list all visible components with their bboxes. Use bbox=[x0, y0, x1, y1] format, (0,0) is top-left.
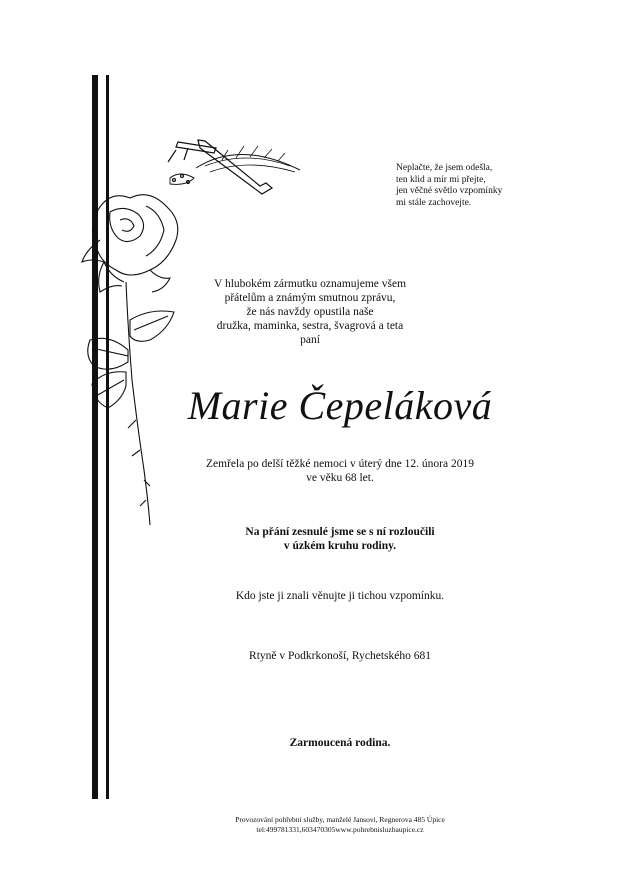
family-address: Rtyně v Podkrkonoší, Rychetského 681 bbox=[249, 650, 431, 662]
cross-with-palm-icon bbox=[168, 140, 300, 194]
farewell-wish bbox=[190, 525, 490, 553]
intro-line: paní bbox=[300, 334, 320, 346]
rose-illustration bbox=[82, 195, 178, 525]
poem-line: jen věčné světlo vzpomínky bbox=[396, 186, 503, 196]
wish-line: Na přání zesnulé jsme se s ní rozloučili bbox=[245, 526, 435, 538]
announcement-intro bbox=[190, 277, 430, 347]
poem bbox=[396, 163, 516, 209]
footer-line: tel:499781331,603470305www.pohrebnisluzbaupice.cz bbox=[256, 824, 424, 834]
intro-line: družka, maminka, sestra, švagrová a teta bbox=[216, 320, 404, 332]
wish-line: v úzkém kruhu rodiny. bbox=[283, 540, 397, 552]
signature: Zarmoucená rodina. bbox=[289, 737, 391, 749]
intro-line: V hlubokém zármutku oznamujeme všem bbox=[213, 278, 407, 290]
poem-line: ten klid a mír mi přejte, bbox=[396, 174, 486, 185]
deceased-name: Marie Čepeláková bbox=[187, 383, 493, 428]
footer-line: Provozování pohřební služby, manželé Jansovi, Regnerova 485 Úpice bbox=[235, 815, 445, 824]
intro-line: že nás navždy opustila naše bbox=[246, 306, 374, 318]
death-notice bbox=[170, 457, 510, 485]
death-notice-line: ve věku 68 let. bbox=[306, 472, 374, 484]
poem-line: Neplačte, že jsem odešla, bbox=[396, 163, 493, 173]
poem-line: mi stále zachovejte. bbox=[396, 197, 472, 208]
death-notice-line: Zemřela po delší těžké nemoci v úterý dne 12. února 2019 bbox=[206, 458, 474, 470]
funeral-service-footer bbox=[190, 815, 490, 834]
intro-line: přátelům a známým smutnou zprávu, bbox=[224, 292, 396, 304]
memory-request: Kdo jste ji znali věnujte ji tichou vzpomínku. bbox=[235, 590, 445, 602]
